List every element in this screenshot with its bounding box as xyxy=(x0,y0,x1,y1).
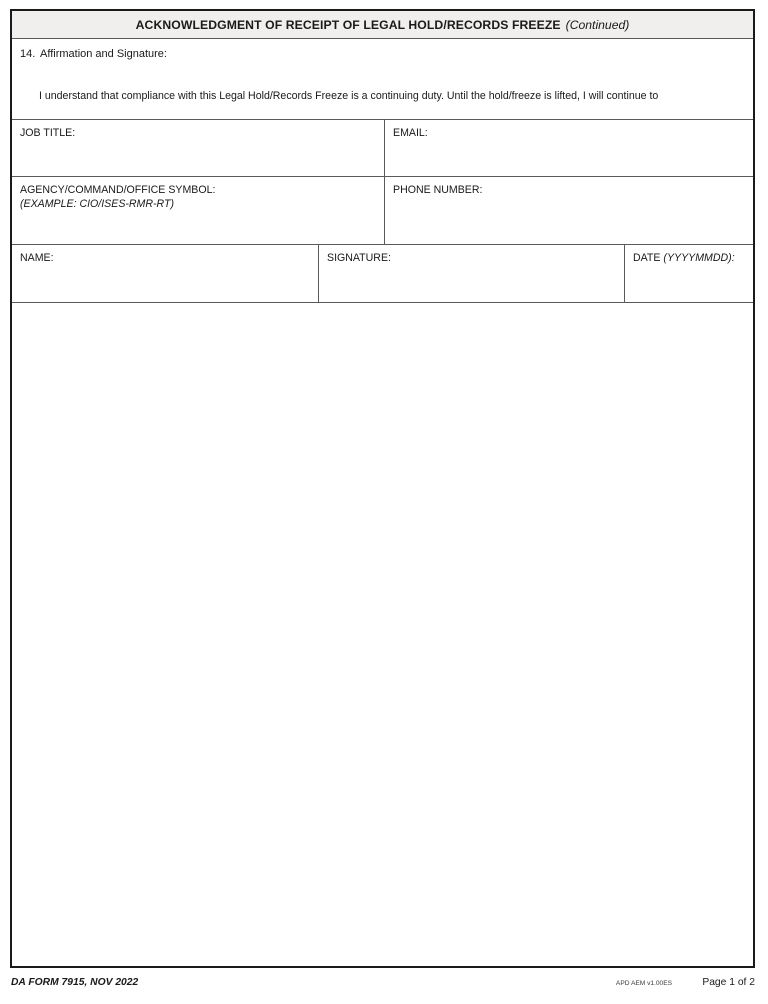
field-job-title[interactable] xyxy=(12,120,384,176)
field-agency-label: AGENCY/COMMAND/OFFICE SYMBOL: xyxy=(20,184,216,196)
section-14-heading xyxy=(20,48,167,60)
footer-form-id: DA FORM 7915, NOV 2022 xyxy=(11,977,139,988)
page-title: ACKNOWLEDGMENT OF RECEIPT OF LEGAL HOLD/RECORDS FREEZE xyxy=(135,17,561,32)
field-signer-name-label: NAME: xyxy=(20,252,54,264)
page-title-continued: (Continued) xyxy=(565,17,630,32)
footer-page-number: Page 1 of 2 xyxy=(702,977,755,988)
field-signature-label: SIGNATURE: xyxy=(327,252,391,264)
footer-apd-version: APD AEM v1.00ES xyxy=(615,980,672,987)
field-agency-example: (EXAMPLE: CIO/ISES-RMR-RT) xyxy=(20,198,175,211)
blank-continuation-area xyxy=(12,303,753,966)
field-job-title-label: JOB TITLE: xyxy=(20,127,76,139)
row-job-title-email xyxy=(12,120,753,177)
section-14-label: Affirmation and Signature: xyxy=(40,48,167,60)
field-date-format-hint: (YYYYMMDD): xyxy=(663,252,735,264)
field-phone-number-label: PHONE NUMBER: xyxy=(393,184,483,196)
row-name-signature-date xyxy=(12,245,753,303)
form-title-bar xyxy=(12,11,753,39)
field-date-label-text: DATE xyxy=(633,252,664,264)
field-email-label: EMAIL: xyxy=(393,127,428,139)
section-14-block xyxy=(12,39,753,120)
field-date-label xyxy=(633,251,753,265)
row-agency-phone xyxy=(12,177,753,245)
field-agency-command-office-symbol[interactable] xyxy=(12,177,384,244)
field-phone-number[interactable] xyxy=(384,177,753,244)
form-frame xyxy=(10,9,755,968)
section-14-number: 14. xyxy=(20,48,36,60)
field-signer-name[interactable] xyxy=(12,245,318,302)
affirmation-paragraph: I understand that compliance with this Legal Hold/Records Freeze is a continuing duty. Until the hold/freeze is lifted, I will continue to xyxy=(39,90,659,102)
form-footer xyxy=(10,977,755,993)
field-email[interactable] xyxy=(384,120,753,176)
field-signature[interactable] xyxy=(318,245,624,302)
field-date[interactable] xyxy=(624,245,753,302)
